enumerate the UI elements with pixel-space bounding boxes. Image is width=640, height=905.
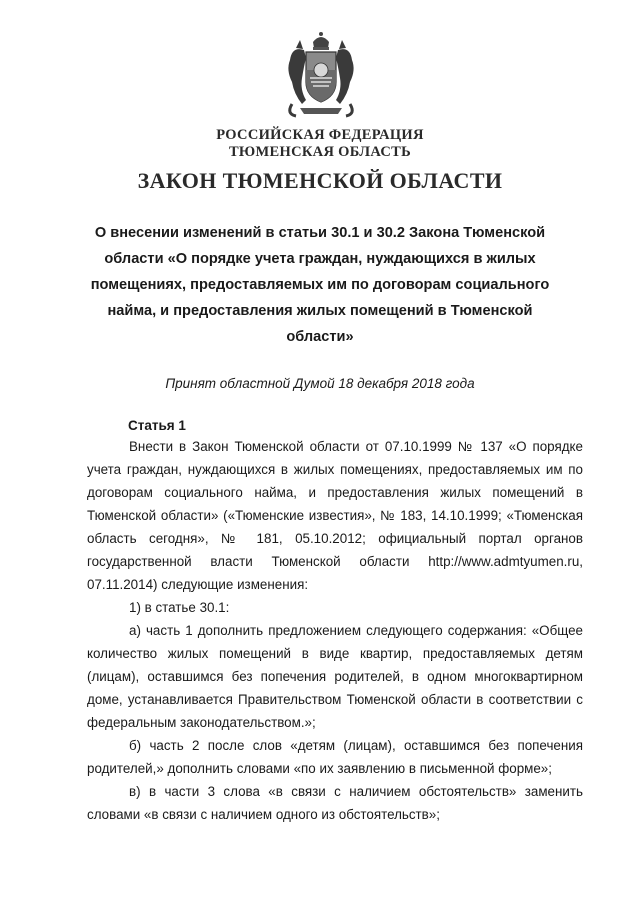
paragraph: б) часть 2 после слов «детям (лицам), оставшимся без попечения родителей,» дополнить словами «по их заявлению в письменной форме»; bbox=[87, 738, 583, 776]
header-country: РОССИЙСКАЯ ФЕДЕРАЦИЯ bbox=[216, 127, 424, 143]
paragraph: в) в части 3 слова «в связи с наличием обстоятельств» заменить словами «в связи с наличием одного из обстоятельств»; bbox=[87, 784, 583, 822]
header-law-title: ЗАКОН ТЮМЕНСКОЙ ОБЛАСТИ bbox=[137, 168, 503, 193]
adoption-date: Принят областной Думой 18 декабря 2018 года bbox=[165, 376, 475, 391]
header-region: ТЮМЕНСКАЯ ОБЛАСТЬ bbox=[228, 144, 412, 160]
paragraph: Внести в Закон Тюменской области от 07.10.1999 № 137 «О порядке учета граждан, нуждающихся в жилых помещениях, предоставляемых им по договорам социального найма, и предоставления жилых помещений в Тюменской области» («Тюменские известия», № 183, 14.10.1999; «Тюменская область сегодня», № 181, 05.10.2012; официальный портал органов государственной власти Тюменской области http://www.admtyumen.ru, 07.11.2014) следующие изменения: bbox=[87, 439, 583, 592]
article-heading: Статья 1 bbox=[128, 418, 186, 433]
paragraph: 1) в статье 30.1: bbox=[129, 600, 230, 615]
paragraph: а) часть 1 дополнить предложением следующего содержания: «Общее количество жилых помещений в виде квартир, предоставляемых детям (лицам), оставшимся без попечения родителей, в одном многоквартирном доме, устанавливается Правительством Тюменской области в соответствии с федеральным законодательством.»; bbox=[87, 623, 583, 730]
tyumen-coat-of-arms-icon bbox=[282, 30, 360, 122]
law-title: О внесении изменений в статьи 30.1 и 30.2 Закона Тюменской области «О порядке учета граждан, нуждающихся в жилых помещениях, предоставляемых им по договорам социального найма, и предоставления жилых помещений в Тюменской области» bbox=[90, 225, 550, 345]
article-body bbox=[87, 435, 583, 826]
